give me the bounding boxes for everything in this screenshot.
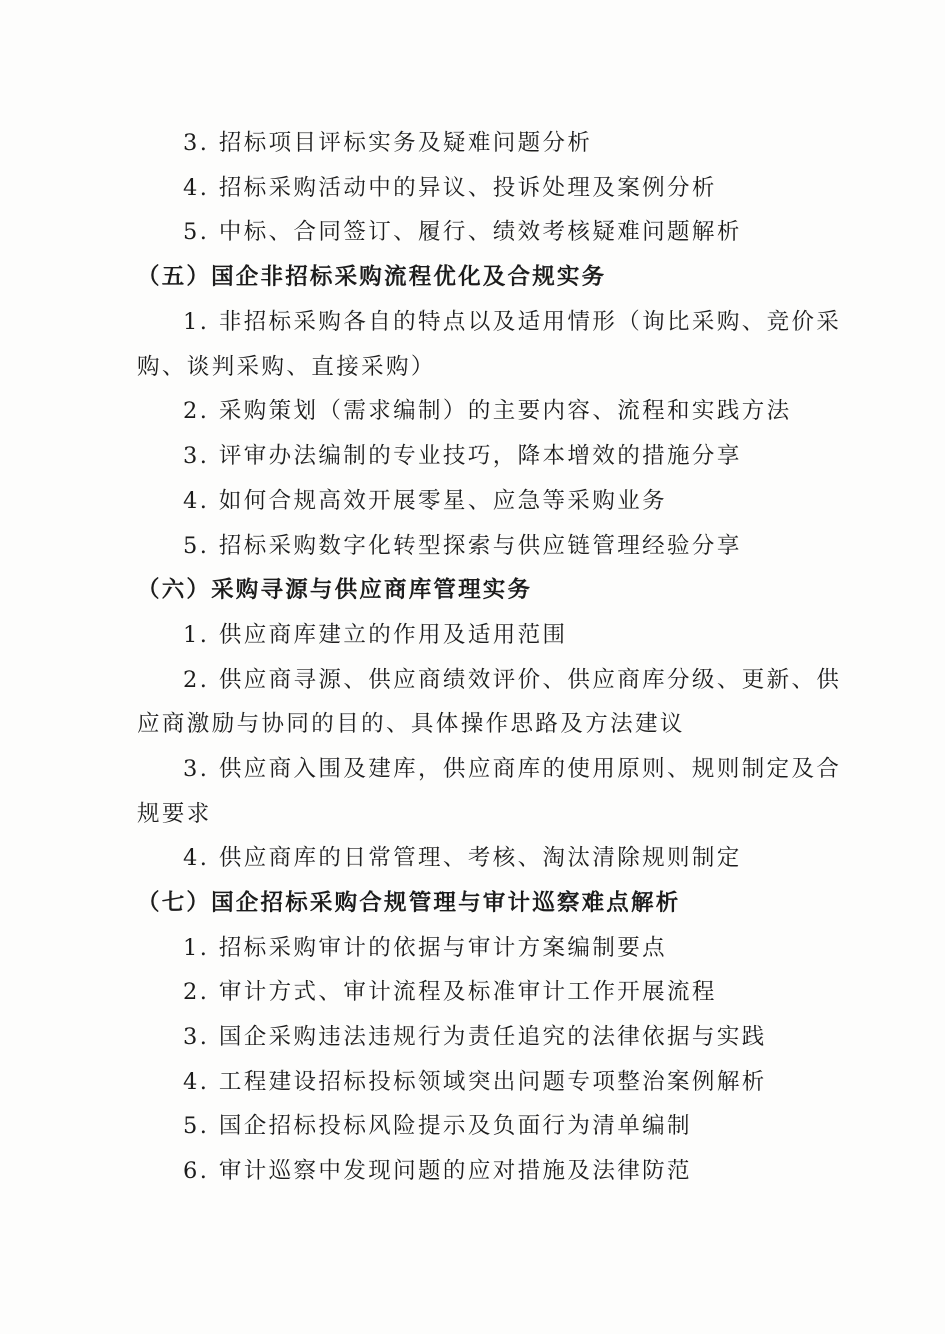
list-item: 6. 审计巡察中发现问题的应对措施及法律防范 xyxy=(183,1158,692,1184)
list-item: 4. 工程建设招标投标领域突出问题专项整治案例解析 xyxy=(183,1069,767,1095)
list-item: 4. 供应商库的日常管理、考核、淘汰清除规则制定 xyxy=(183,845,742,871)
list-item: 1. 招标采购审计的依据与审计方案编制要点 xyxy=(183,935,668,961)
list-item: 3. 评审办法编制的专业技巧，降本增效的措施分享 xyxy=(183,443,742,469)
list-item: 5. 国企招标投标风险提示及负面行为清单编制 xyxy=(183,1113,692,1139)
list-item: 5. 中标、合同签订、履行、绩效考核疑难问题解析 xyxy=(183,219,742,245)
list-item: 1. 供应商库建立的作用及适用范围 xyxy=(183,622,568,648)
list-item-continuation: 应商激励与协同的目的、具体操作思路及方法建议 xyxy=(137,711,685,737)
list-item: 4. 招标采购活动中的异议、投诉处理及案例分析 xyxy=(183,175,717,201)
section-heading: （六）采购寻源与供应商库管理实务 xyxy=(137,577,533,603)
section-heading: （五）国企非招标采购流程优化及合规实务 xyxy=(137,264,607,290)
list-item: 3. 招标项目评标实务及疑难问题分析 xyxy=(183,130,593,156)
list-item-continuation: 规要求 xyxy=(137,801,212,827)
list-item-continuation: 购、谈判采购、直接采购） xyxy=(137,354,436,380)
list-item: 2. 审计方式、审计流程及标准审计工作开展流程 xyxy=(183,979,717,1005)
section-heading: （七）国企招标采购合规管理与审计巡察难点解析 xyxy=(137,890,681,916)
list-item: 3. 供应商入围及建库，供应商库的使用原则、规则制定及合 xyxy=(183,756,842,782)
list-item: 3. 国企采购违法违规行为责任追究的法律依据与实践 xyxy=(183,1024,767,1050)
list-item: 2. 供应商寻源、供应商绩效评价、供应商库分级、更新、供 xyxy=(183,667,842,693)
list-item: 1. 非招标采购各自的特点以及适用情形（询比采购、竞价采 xyxy=(183,309,842,335)
list-item: 5. 招标采购数字化转型探索与供应链管理经验分享 xyxy=(183,533,742,559)
list-item: 4. 如何合规高效开展零星、应急等采购业务 xyxy=(183,488,668,514)
list-item: 2. 采购策划（需求编制）的主要内容、流程和实践方法 xyxy=(183,398,792,424)
